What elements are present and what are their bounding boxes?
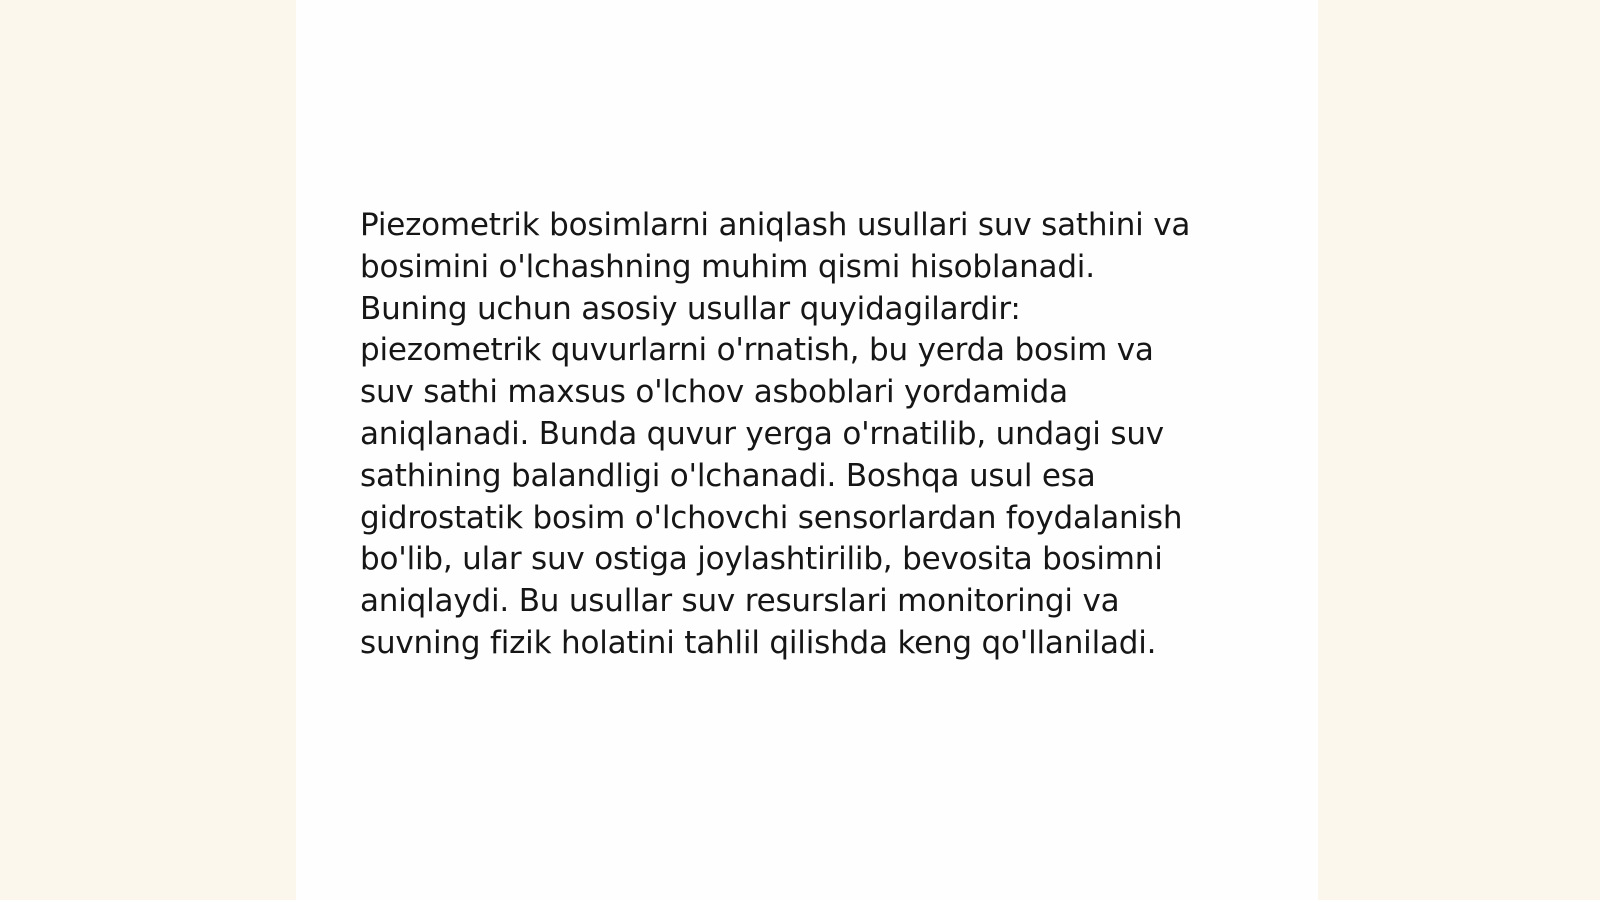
text-line: piezometrik quvurlarni o'rnatish, bu yerda bosim va bbox=[360, 332, 1154, 369]
text-line: Piezometrik bosimlarni aniqlash usullari suv sathini va bbox=[360, 207, 1191, 243]
text-line: suv sathi maxsus o'lchov asboblari yordamida bbox=[360, 374, 1068, 411]
slide-page bbox=[296, 0, 1318, 900]
text-line: bosimini o'lchashning muhim qismi hisoblanadi. bbox=[360, 248, 1095, 285]
text-line: aniqlanadi. Bunda quvur yerga o'rnatilib, undagi suv bbox=[360, 415, 1164, 452]
body-paragraph bbox=[360, 205, 1260, 665]
text-line: suvning fizik holatini tahlil qilishda keng qo'llaniladi. bbox=[360, 624, 1157, 661]
text-line: Buning uchun asosiy usullar quyidagilardir: bbox=[360, 290, 1021, 327]
text-line: bo'lib, ular suv ostiga joylashtirilib, bevosita bosimni bbox=[360, 541, 1163, 578]
text-line: gidrostatik bosim o'lchovchi sensorlardan foydalanish bbox=[360, 499, 1183, 536]
text-line: aniqlaydi. Bu usullar suv resurslari monitoringi va bbox=[360, 583, 1120, 620]
text-line: sathining balandligi o'lchanadi. Boshqa usul esa bbox=[360, 457, 1096, 494]
